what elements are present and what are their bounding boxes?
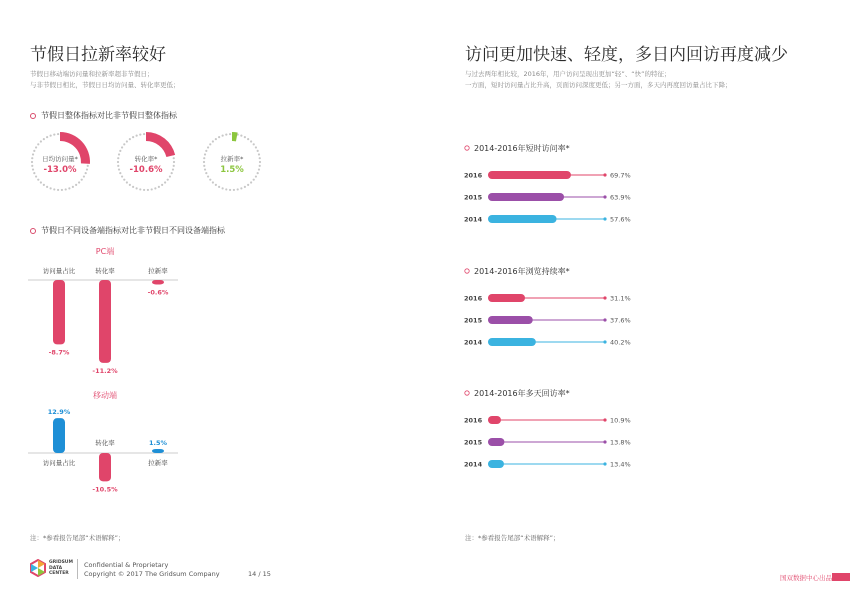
gauge-dot xyxy=(244,136,246,138)
year-label: 2014 xyxy=(464,338,483,347)
logo-text xyxy=(49,560,73,577)
gauge-dot xyxy=(218,136,220,138)
gauge-value: -10.6% xyxy=(129,165,163,175)
gauge-dot xyxy=(207,146,209,148)
gauge-dot xyxy=(123,179,125,181)
gauge-label: 拉新率* xyxy=(220,155,244,163)
gauge-dot xyxy=(132,186,134,188)
gauge-dot xyxy=(154,187,156,189)
gauge-dot xyxy=(203,161,205,163)
gauge-dot xyxy=(139,133,141,135)
gauge-dot xyxy=(164,181,166,183)
bar xyxy=(488,438,504,446)
gauge-dot xyxy=(87,165,89,167)
gauge-dot xyxy=(215,138,217,140)
gauge-dot xyxy=(53,188,55,190)
gauge-dot xyxy=(212,140,214,142)
gauge-dot xyxy=(250,181,252,183)
gauge-dot xyxy=(147,189,149,191)
gauge-dot xyxy=(229,189,231,191)
data-label: 10.9% xyxy=(610,416,631,425)
gauge-dot xyxy=(50,187,52,189)
gauge-dot xyxy=(173,157,175,159)
short-visit-rate-chart xyxy=(460,140,660,230)
gauge-dot xyxy=(117,157,119,159)
gauge-dot xyxy=(158,186,160,188)
bar xyxy=(488,338,536,346)
gauge-dot xyxy=(167,179,169,181)
gauge-dot xyxy=(205,172,207,174)
chart-title: 2014-2016年浏览持续率* xyxy=(474,267,570,276)
gauge-dot xyxy=(118,168,120,170)
gauge-dot xyxy=(258,168,260,170)
gauge-dot xyxy=(143,189,145,191)
category-label: 转化率 xyxy=(95,439,115,447)
bar xyxy=(488,416,501,424)
bullet-dot-icon xyxy=(30,228,36,234)
footer-copyright: Copyright © 2017 The Gridsum Company xyxy=(84,570,220,578)
track-end-dot xyxy=(603,462,606,465)
gauge-dot xyxy=(31,161,33,163)
gauge-dot xyxy=(61,189,63,191)
mobile-bar-chart xyxy=(28,385,208,505)
gauge-dot xyxy=(209,179,211,181)
gauge-dot xyxy=(253,143,255,145)
right-note: 注：*参看报告尾部“术语解释”； xyxy=(465,534,560,542)
gauge-dot xyxy=(119,172,121,174)
category-label: 拉新率 xyxy=(148,459,168,467)
gauge-dot xyxy=(225,133,227,135)
gauge-dot xyxy=(32,168,34,170)
bar xyxy=(53,418,65,453)
gauge-dot xyxy=(40,140,42,142)
gauge-dot xyxy=(247,184,249,186)
category-label: 转化率 xyxy=(95,267,115,275)
left-title: 节假日拉新率较好 xyxy=(30,45,166,65)
logo-text-line-2: DATA xyxy=(49,565,63,571)
track-end-dot xyxy=(603,296,606,299)
gauge-dot xyxy=(117,161,119,163)
gauge-dot xyxy=(46,186,48,188)
gauge-arc xyxy=(146,132,175,157)
gauge-dot xyxy=(37,179,39,181)
gauge-dot xyxy=(68,187,70,189)
gauge-dot xyxy=(37,143,39,145)
gauge-dot xyxy=(85,172,87,174)
data-label: 69.7% xyxy=(610,171,631,180)
gauge-dot xyxy=(212,181,214,183)
gauge-dot xyxy=(171,172,173,174)
track-end-dot xyxy=(603,195,606,198)
year-label: 2016 xyxy=(464,294,483,303)
multi-day-revisit-rate-chart xyxy=(460,385,660,475)
data-label: -8.7% xyxy=(48,348,70,357)
gauge-dot xyxy=(33,172,35,174)
track-end-dot xyxy=(603,440,606,443)
gauge-dot xyxy=(136,135,138,137)
data-label: 63.9% xyxy=(610,193,631,202)
gauge-dot xyxy=(50,135,52,137)
gauge-chart xyxy=(30,125,270,205)
track-end-dot xyxy=(603,217,606,220)
gauge-dot xyxy=(129,138,131,140)
browse-continuity-rate-chart xyxy=(460,263,660,353)
gauge-label: 转化率* xyxy=(134,155,158,163)
gauge-value: -13.0% xyxy=(43,165,77,175)
gauge-dot xyxy=(222,187,224,189)
gauge-dot xyxy=(81,179,83,181)
brand-text: 国双数据中心出品 xyxy=(780,574,832,582)
gauge-dot xyxy=(43,138,45,140)
year-label: 2015 xyxy=(464,438,483,447)
gauge-dot xyxy=(118,153,120,155)
bullet-dot-icon xyxy=(465,269,469,273)
year-label: 2015 xyxy=(464,316,483,325)
data-label: -0.6% xyxy=(147,288,169,297)
track-end-dot xyxy=(603,340,606,343)
gauge-dot xyxy=(86,168,88,170)
bar xyxy=(99,453,111,481)
data-label: 12.9% xyxy=(47,408,71,417)
gauge-dot xyxy=(247,138,249,140)
gauge-dot xyxy=(204,168,206,170)
track-end-dot xyxy=(603,318,606,321)
gauge-dot xyxy=(161,184,163,186)
data-label: 57.6% xyxy=(610,215,631,224)
gauge-dot xyxy=(205,150,207,152)
data-label: 1.5% xyxy=(148,438,168,447)
gauge-dot xyxy=(78,181,80,183)
gauge-dot xyxy=(121,146,123,148)
gauge-dot xyxy=(255,146,257,148)
gauge-dot xyxy=(229,133,231,135)
left-subtitle xyxy=(30,69,180,91)
gauge-dot xyxy=(31,165,33,167)
track-end-dot xyxy=(603,418,606,421)
gauge-label: 日均访问量* xyxy=(42,155,78,163)
gauge-dot xyxy=(250,140,252,142)
gauge-dot xyxy=(237,188,239,190)
gauge-dot xyxy=(123,143,125,145)
bar xyxy=(53,280,65,344)
gauge-dot xyxy=(207,175,209,177)
gauge-dot xyxy=(203,165,205,167)
data-label: 40.2% xyxy=(610,338,631,347)
gauge-dot xyxy=(244,186,246,188)
gauge-dot xyxy=(240,187,242,189)
gauge-dot xyxy=(215,184,217,186)
bar xyxy=(152,449,164,453)
gauge-dot xyxy=(259,157,261,159)
bar xyxy=(99,280,111,363)
gauge-dot xyxy=(225,188,227,190)
logo-text-line-1: GRIDSUM xyxy=(49,560,73,565)
bullet-dot-icon xyxy=(30,113,36,119)
right-subtitle xyxy=(465,69,732,91)
gauge-dot xyxy=(53,133,55,135)
gauge-dot xyxy=(117,165,119,167)
gauge-dot xyxy=(126,181,128,183)
data-label: 37.6% xyxy=(610,316,631,325)
year-label: 2016 xyxy=(464,171,483,180)
category-label: 访问量占比 xyxy=(42,267,76,275)
data-label: 13.4% xyxy=(610,460,631,469)
right-subtitle-line-1: 与过去两年相比较，2016年，用户访问呈现出更加“轻”、“快”的特征； xyxy=(465,70,671,78)
bar xyxy=(488,316,533,324)
gauge-dot xyxy=(33,150,35,152)
track-end-dot xyxy=(603,173,606,176)
section-title-overall-text: 节假日整体指标对比非节假日整体指标 xyxy=(41,111,177,120)
bullet-dot-icon xyxy=(465,146,469,150)
gauge-dot xyxy=(259,165,261,167)
gauge-dot xyxy=(75,184,77,186)
gauge-dot xyxy=(203,157,205,159)
footer-confidential: Confidential & Proprietary xyxy=(84,561,169,569)
year-label: 2014 xyxy=(464,215,483,224)
gauge-dot xyxy=(43,184,45,186)
gauge-dot xyxy=(257,172,259,174)
gauge-dot xyxy=(119,150,121,152)
right-title: 访问更加快速、轻度，多日内回访再度减少 xyxy=(465,45,788,65)
gauge-dot xyxy=(136,187,138,189)
chart-title: 2014-2016年多天回访率* xyxy=(474,389,570,398)
gauge-dot xyxy=(218,186,220,188)
gauge-dot xyxy=(32,153,34,155)
gauge-dot xyxy=(129,184,131,186)
gauge-dot xyxy=(139,188,141,190)
gauge-dot xyxy=(253,179,255,181)
bar xyxy=(488,193,564,201)
bar xyxy=(488,294,525,302)
page-number: 14 / 15 xyxy=(248,570,271,578)
gauge-dot xyxy=(126,140,128,142)
data-label: -11.2% xyxy=(92,366,118,375)
gauge-dot xyxy=(35,175,37,177)
data-label: 31.1% xyxy=(610,294,631,303)
gauge-dot xyxy=(258,153,260,155)
section-title-device xyxy=(30,225,225,236)
gauge-dot xyxy=(172,168,174,170)
bar xyxy=(488,460,504,468)
gauge-dot xyxy=(204,153,206,155)
chart-title: 2014-2016年短时访问率* xyxy=(474,144,570,153)
gauge-dot xyxy=(72,186,74,188)
gauge-dot xyxy=(40,181,42,183)
gauge-dot xyxy=(132,136,134,138)
gauge-dot xyxy=(173,165,175,167)
gauge-dot xyxy=(233,189,235,191)
gauge-dot xyxy=(255,175,257,177)
gauge-dot xyxy=(143,133,145,135)
gauge-dot xyxy=(209,143,211,145)
gauge-dot xyxy=(57,133,59,135)
gauge-dot xyxy=(121,175,123,177)
category-label: 访问量占比 xyxy=(42,459,76,467)
data-label: 13.8% xyxy=(610,438,631,447)
gauge-dot xyxy=(83,175,85,177)
footer-legal xyxy=(84,561,220,579)
category-label: 拉新率 xyxy=(148,267,168,275)
bar xyxy=(488,171,571,179)
logo-text-line-3: CENTER xyxy=(49,571,69,576)
gauge-dot xyxy=(57,189,59,191)
brand-bar xyxy=(832,573,850,581)
year-label: 2014 xyxy=(464,460,483,469)
gauge-dot xyxy=(151,188,153,190)
bar xyxy=(152,280,164,284)
gauge-dot xyxy=(257,150,259,152)
gauge-dot xyxy=(65,188,67,190)
gauge-value: 1.5% xyxy=(220,165,244,175)
device-chart-title: PC端 xyxy=(95,247,115,256)
gauge-dot xyxy=(46,136,48,138)
gauge-dot xyxy=(169,175,171,177)
bullet-dot-icon xyxy=(465,391,469,395)
gauge-dot xyxy=(31,157,33,159)
gauge-dot xyxy=(240,135,242,137)
year-label: 2016 xyxy=(464,416,483,425)
gauge-dot xyxy=(173,161,175,163)
gauge-dot xyxy=(222,135,224,137)
left-subtitle-line-2: 与非节假日相比，节假日日均访问量、转化率更低； xyxy=(30,81,180,89)
right-subtitle-line-2: 一方面，短时访问量占比升高，页面访问深度更低；另一方面，多天内再度回访量占比下降； xyxy=(465,81,732,89)
gauge-dot xyxy=(259,161,261,163)
device-chart-title: 移动端 xyxy=(93,391,117,400)
pc-bar-chart xyxy=(28,240,208,385)
section-title-device-text: 节假日不同设备端指标对比非节假日不同设备端指标 xyxy=(41,226,225,235)
gridsum-logo-icon xyxy=(30,559,46,577)
data-label: -10.5% xyxy=(92,485,118,494)
gauge-arc xyxy=(232,132,238,141)
gauge-dot xyxy=(35,146,37,148)
bar xyxy=(488,215,557,223)
section-title-overall xyxy=(30,110,177,121)
year-label: 2015 xyxy=(464,193,483,202)
left-note: 注：*参看报告尾部“术语解释”； xyxy=(30,534,125,542)
left-subtitle-line-1: 节假日移动端访问量和拉新率超非节假日； xyxy=(30,70,154,78)
footer-divider xyxy=(77,559,78,579)
